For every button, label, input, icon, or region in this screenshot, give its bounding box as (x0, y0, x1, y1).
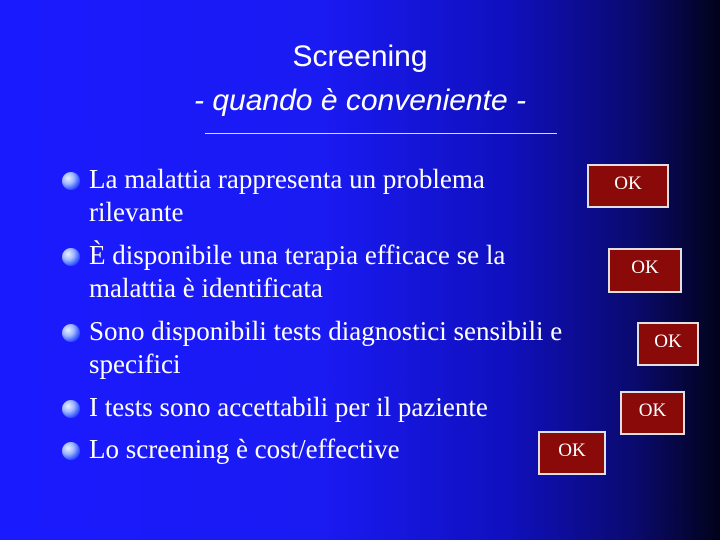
slide-title: Screening (292, 40, 428, 73)
bullet-4-line-1: I tests sono accettabili per il paziente (89, 392, 488, 422)
sphere-bullet-icon (62, 442, 80, 460)
ok-badge-1: OK (587, 164, 669, 208)
ok-badge-4: OK (620, 391, 685, 435)
sphere-bullet-icon (62, 324, 80, 342)
bullet-5-line-1: Lo screening è cost/effective (89, 434, 400, 464)
bullet-2-line-1: È disponibile una terapia efficace se la (89, 240, 506, 270)
title-divider (205, 133, 557, 134)
sphere-bullet-icon (62, 248, 80, 266)
sphere-bullet-icon (62, 400, 80, 418)
sphere-bullet-icon (62, 172, 80, 190)
ok-badge-2: OK (608, 248, 682, 293)
ok-badge-5: OK (538, 431, 606, 475)
bullet-3-line-1: Sono disponibili tests diagnostici sensibili e (89, 316, 563, 346)
bullet-1-line-1: La malattia rappresenta un problema (89, 164, 485, 194)
bullet-1-line-2: rilevante (89, 197, 184, 227)
ok-badge-3: OK (637, 322, 699, 366)
bullet-3-line-2: specifici (89, 349, 181, 379)
bullet-2-line-2: malattia è identificata (89, 273, 323, 303)
slide-subtitle: - quando è conveniente - (194, 84, 526, 117)
